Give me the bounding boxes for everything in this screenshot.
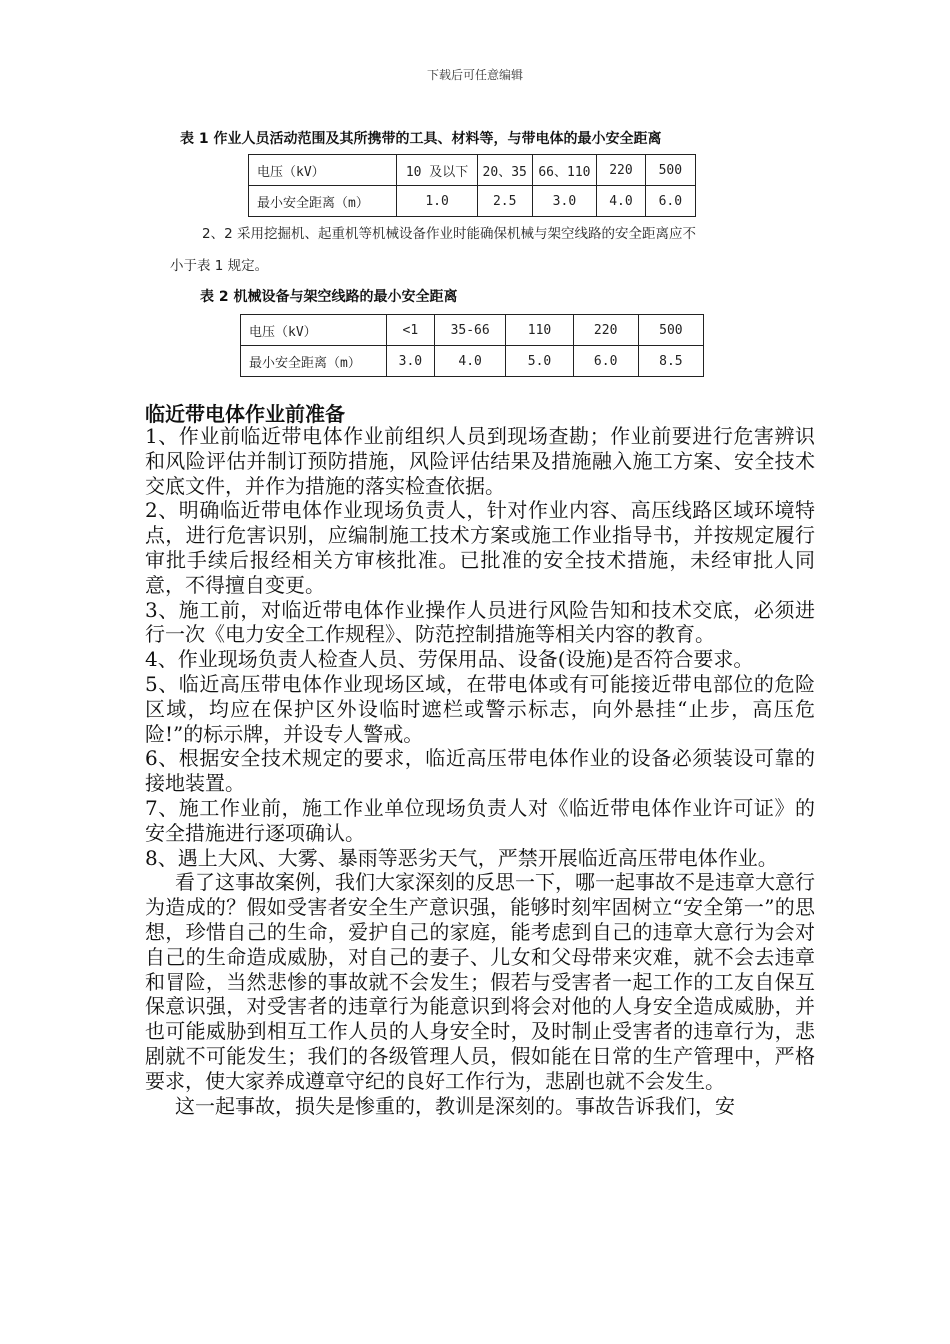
note-line-1: 2、2 采用挖掘机、起重机等机械设备作业时能确保机械与架空线路的安全距离应不 — [202, 226, 696, 242]
table-cell: 66、110 — [532, 155, 597, 186]
table-cell: 2.5 — [477, 186, 532, 217]
paragraph: 8、遇上大风、大雾、暴雨等恶劣天气，严禁开展临近高压带电体作业。 — [145, 845, 778, 870]
paragraph: 6、根据安全技术规定的要求，临近高压带电体作业的设备必须装设可靠的接地装置。 — [145, 746, 815, 796]
paragraph: 3、施工前，对临近带电体作业操作人员进行风险告知和技术交底，必须进行一次《电力安全工作规程》、防范控制措施等相关内容的教育。 — [145, 597, 815, 647]
paragraph: 2、明确临近带电体作业现场负责人，针对作业内容、高压线路区域环境特点，进行危害识别，应编制施工技术方案或施工作业指导书，并按规定履行审批手续后报经相关方审核批准。已批准的安全技术措施，未经审批人同意，不得擅自变更。 — [145, 498, 815, 597]
table-cell: 3.0 — [386, 346, 434, 377]
table-cell: <1 — [386, 315, 434, 346]
table-cell: 3.0 — [532, 186, 597, 217]
table-cell: 电压（kV） — [241, 315, 387, 346]
table-cell: 1.0 — [397, 186, 478, 217]
table-cell: 35-66 — [434, 315, 506, 346]
table-row — [241, 346, 704, 377]
table-cell: 500 — [645, 155, 695, 186]
section-title: 临近带电体作业前准备 — [145, 402, 345, 426]
table-cell: 500 — [638, 315, 703, 346]
paragraph: 5、临近高压带电体作业现场区域，在带电体或有可能接近带电部位的危险区域，均应在保护区外设临时遮栏或警示标志，向外悬挂“止步，高压危险!”的标示牌，并设专人警戒。 — [145, 671, 815, 746]
table-cell: 最小安全距离（m） — [249, 186, 397, 217]
table-cell: 6.0 — [573, 346, 638, 377]
table-cell: 20、35 — [477, 155, 532, 186]
table-cell: 10 及以下 — [397, 155, 478, 186]
paragraph: 看了这事故案例，我们大家深刻的反思一下，哪一起事故不是违章大意行为造成的？假如受害者安全生产意识强，能够时刻牢固树立“安全第一”的思想，珍惜自己的生命，爱护自己的家庭，能考虑到自己的违章大意行为会对自己的生命造成威胁，对自己的妻子、儿女和父母带来灾难，就不会去违章和冒险，当然悲惨的事故就不会发生；假若与受害者一起工作的工友自保互保意识强，对受害者的违章行为能意识到将会对他的人身安全造成威胁，并也可能威胁到相互工作人员的人身安全时，及时制止受害者的违章行为，悲剧就不可能发生；我们的各级管理人员，假如能在日常的生产管理中，严格要求，使大家养成遵章守纪的良好工作行为，悲剧也就不会发生。 — [145, 870, 815, 1093]
table1-caption: 表 1 作业人员活动范围及其所携带的工具、材料等，与带电体的最小安全距离 — [180, 131, 662, 147]
table-row — [249, 186, 696, 217]
table-cell: 电压（kV） — [249, 155, 397, 186]
paragraph: 这一起事故，损失是惨重的，教训是深刻的。事故告诉我们，安 — [175, 1093, 735, 1118]
table-cell: 220 — [573, 315, 638, 346]
table2-caption: 表 2 机械设备与架空线路的最小安全距离 — [200, 289, 458, 305]
paragraph: 1、作业前临近带电体作业前组织人员到现场查勘；作业前要进行危害辨识和风险评估并制订预防措施，风险评估结果及措施融入施工方案、安全技术交底文件，并作为措施的落实检查依据。 — [145, 424, 815, 498]
body-text — [145, 424, 815, 1118]
table-cell: 8.5 — [638, 346, 703, 377]
note-line-2: 小于表 1 规定。 — [170, 258, 269, 274]
table-cell: 4.0 — [597, 186, 645, 217]
table-row — [249, 155, 696, 186]
table-row — [241, 315, 704, 346]
table2 — [240, 314, 704, 377]
table-cell: 220 — [597, 155, 645, 186]
table-cell: 4.0 — [434, 346, 506, 377]
paragraph: 4、作业现场负责人检查人员、劳保用品、设备(设施)是否符合要求。 — [145, 647, 754, 672]
table-cell: 5.0 — [506, 346, 573, 377]
table-cell: 110 — [506, 315, 573, 346]
page-header: 下载后可任意编辑 — [426, 68, 523, 82]
paragraph: 7、施工作业前，施工作业单位现场负责人对《临近带电体作业许可证》的安全措施进行逐项确认。 — [145, 795, 815, 845]
table-cell: 最小安全距离（m） — [241, 346, 387, 377]
table-cell: 6.0 — [645, 186, 695, 217]
table1 — [248, 154, 696, 217]
